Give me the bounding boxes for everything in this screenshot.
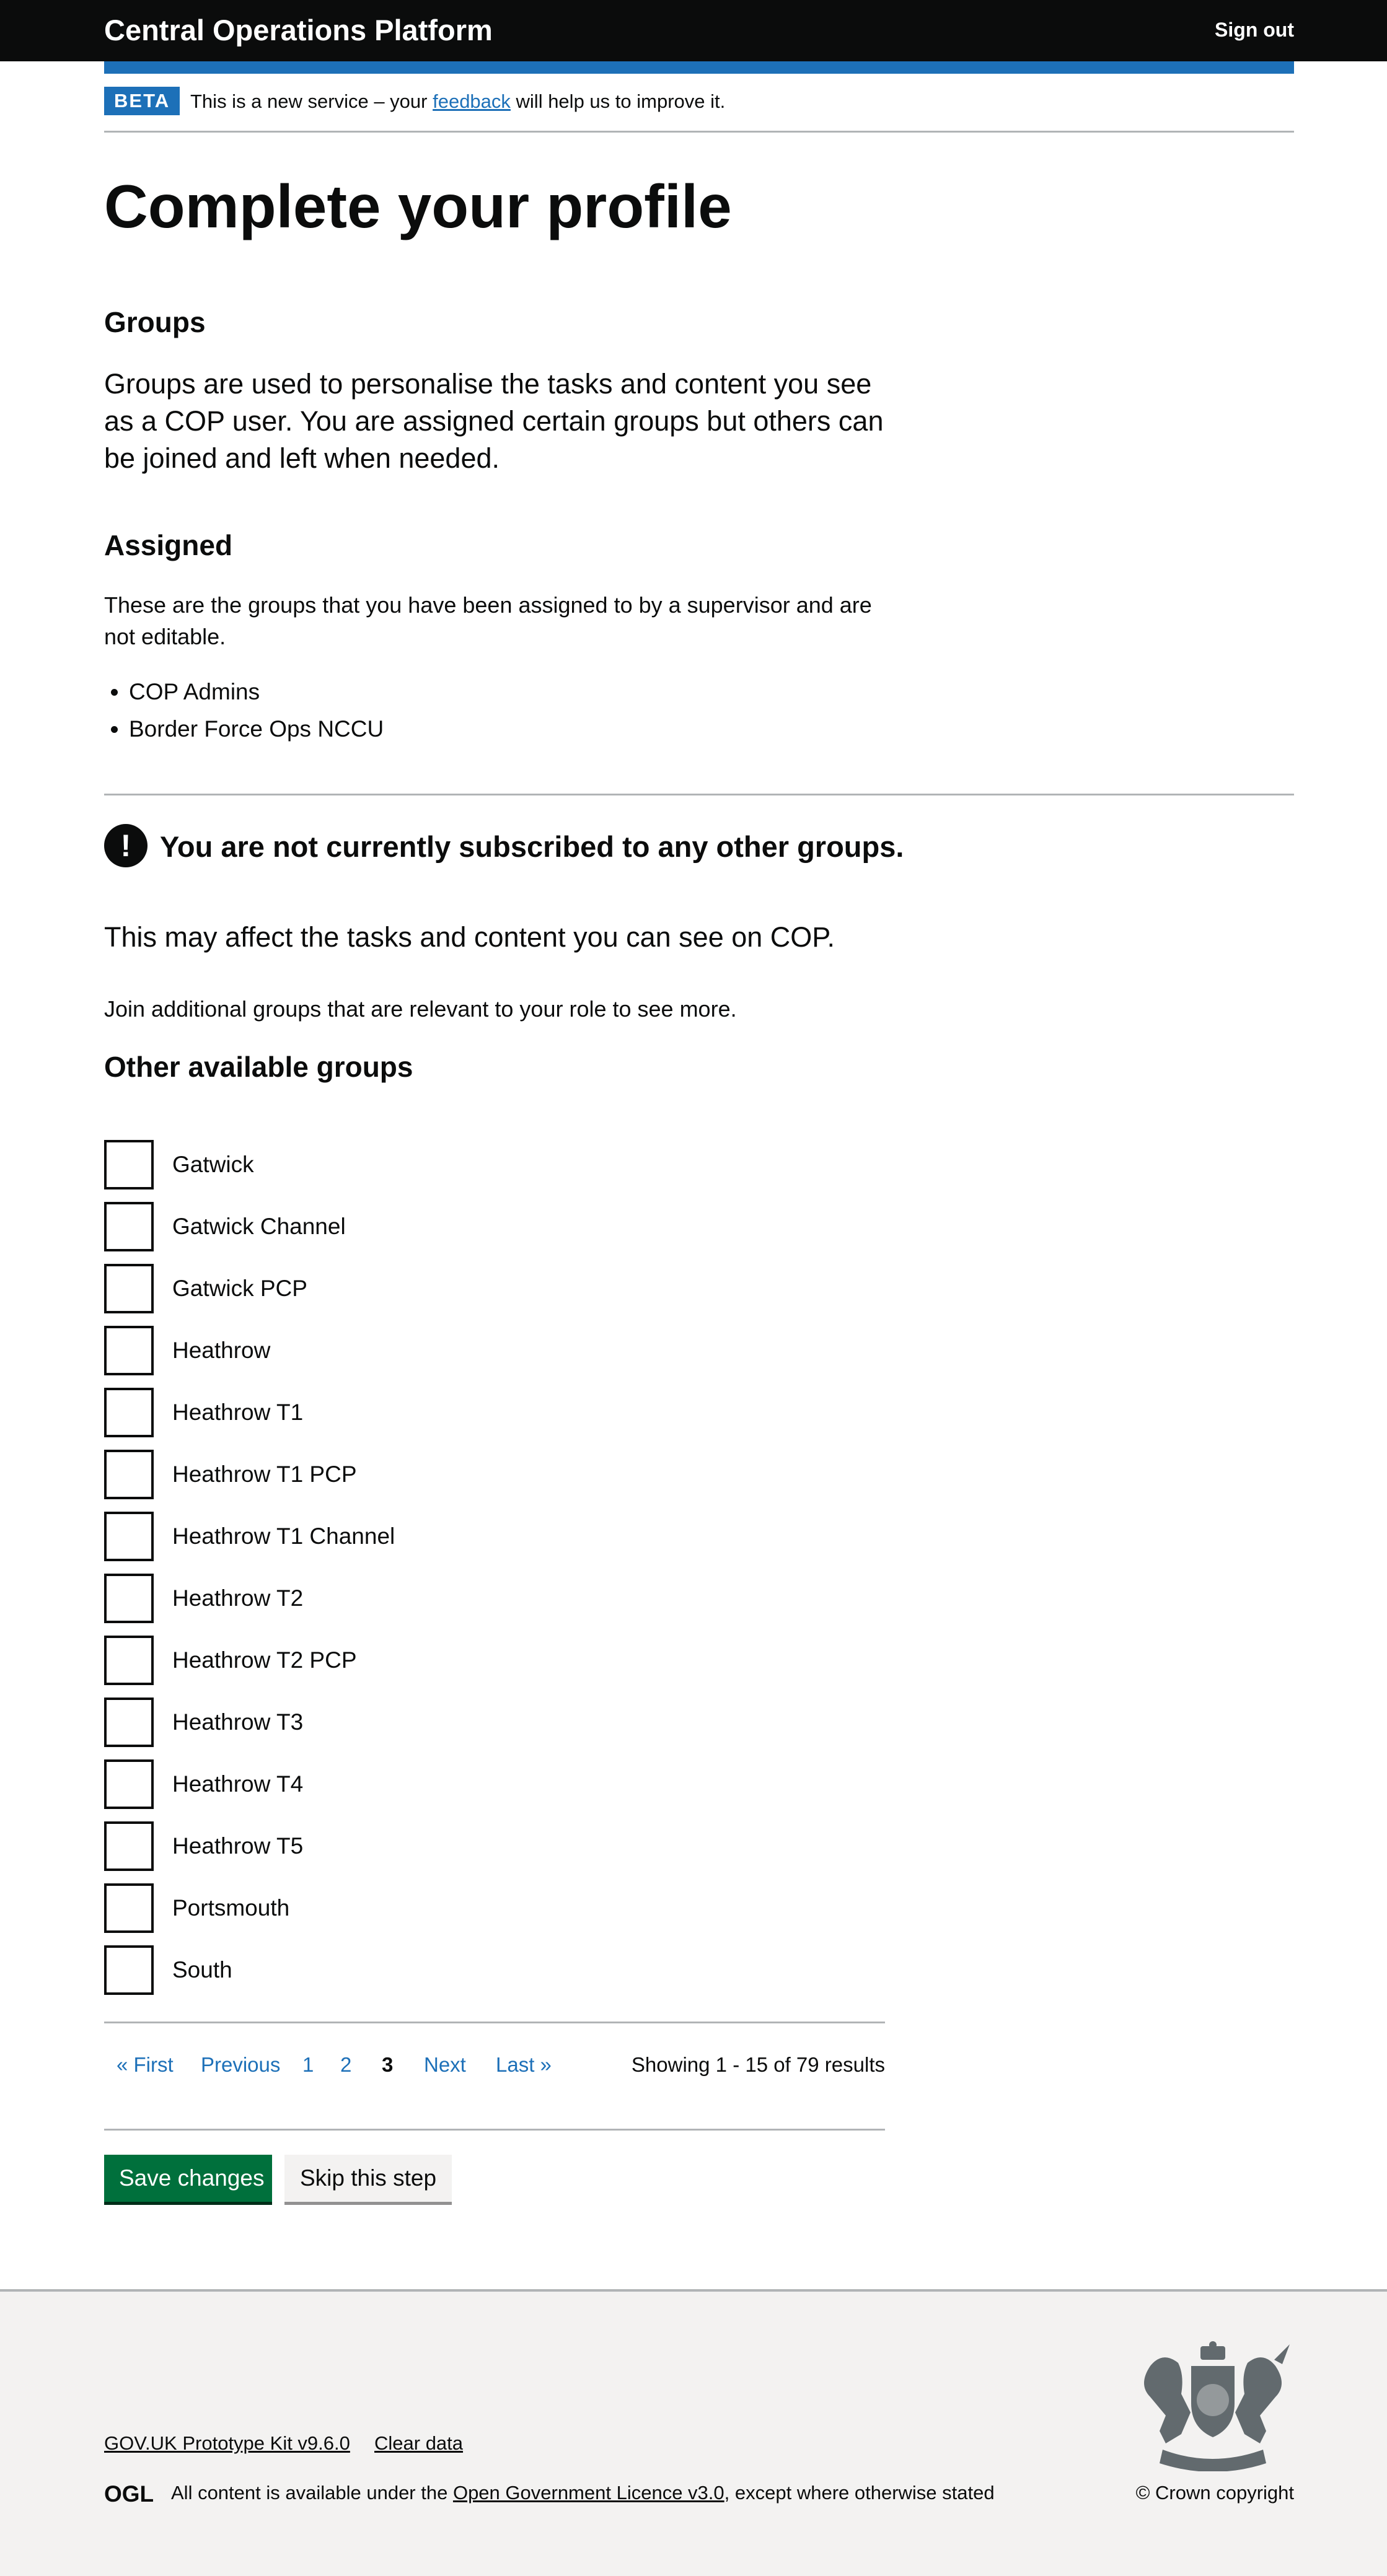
checkbox-label[interactable]: Heathrow <box>172 1338 271 1363</box>
pagination-summary: Showing 1 - 15 of 79 results <box>631 2053 885 2076</box>
checkbox-label[interactable]: Heathrow T2 PCP <box>172 1647 357 1673</box>
pagination-page-link[interactable]: 2 <box>340 2053 352 2076</box>
open-government-licence-link[interactable]: Open Government Licence v3.0 <box>452 2482 724 2504</box>
checkbox-input[interactable] <box>104 1636 154 1685</box>
checkbox-label[interactable]: Gatwick PCP <box>172 1276 307 1301</box>
pagination-bottom-rule <box>104 2129 885 2131</box>
phase-banner-text <box>190 90 725 113</box>
ogl-logo-icon <box>104 2482 156 2505</box>
checkbox-input[interactable] <box>104 1388 154 1437</box>
pagination-page-link[interactable]: 1 <box>302 2053 314 2076</box>
site-header <box>0 0 1387 61</box>
pagination-previous-link[interactable]: Previous <box>201 2053 281 2076</box>
checkbox-label[interactable]: South <box>172 1957 232 1982</box>
pagination-next-link[interactable]: Next <box>424 2053 466 2076</box>
checkbox-input[interactable] <box>104 1512 154 1561</box>
page-title: Complete your profile <box>104 172 732 240</box>
royal-coat-of-arms-icon[interactable] <box>1132 2341 1294 2471</box>
licence-text-after: , except where otherwise stated <box>724 2482 995 2504</box>
licence-text-before: All content is available under the <box>171 2482 453 2504</box>
checkbox-label[interactable]: Gatwick <box>172 1152 254 1177</box>
phase-text-after: will help us to improve it. <box>510 90 726 112</box>
checkbox-input[interactable] <box>104 1264 154 1313</box>
warning-message: You are not currently subscribed to any other groups. <box>160 830 904 863</box>
assigned-group-item: • COP Admins <box>129 673 384 711</box>
pagination <box>104 2048 885 2085</box>
assigned-heading: Assigned <box>104 529 233 561</box>
groups-description: Groups are used to personalise the tasks and content you see as a COP user. You are assigned certain groups but others can be joined and left when needed. <box>104 368 884 474</box>
skip-step-button[interactable]: Skip this step <box>284 2155 452 2202</box>
exclamation-icon: ! <box>104 824 148 867</box>
checkbox-input[interactable] <box>104 1759 154 1809</box>
info-body: Join additional groups that are relevant to your role to see more. <box>104 996 737 1022</box>
sign-out-link[interactable]: Sign out <box>1215 19 1294 41</box>
checkbox-input[interactable] <box>104 1883 154 1933</box>
checkbox-label[interactable]: Portsmouth <box>172 1895 290 1921</box>
checkbox-label[interactable]: Heathrow T5 <box>172 1833 304 1859</box>
checkbox-input[interactable] <box>104 1945 154 1995</box>
ogl-logo-text: OGL <box>104 2482 154 2505</box>
checkbox-label[interactable]: Gatwick Channel <box>172 1214 346 1239</box>
section-divider <box>104 794 1294 795</box>
licence-text <box>171 2481 995 2505</box>
checkbox-label[interactable]: Heathrow T2 <box>172 1585 304 1611</box>
assigned-groups-list <box>104 673 384 748</box>
crown-copyright-text: © Crown copyright <box>1135 2482 1294 2504</box>
service-name-link[interactable]: Central Operations Platform <box>104 14 493 46</box>
checkbox-input[interactable] <box>104 1326 154 1375</box>
pagination-top-rule <box>104 2022 885 2023</box>
beta-tag: BETA <box>104 87 180 115</box>
phase-banner <box>104 84 1294 133</box>
header-blue-bar <box>104 61 1294 74</box>
checkbox-input[interactable] <box>104 1140 154 1189</box>
checkbox-input[interactable] <box>104 1202 154 1251</box>
site-footer <box>0 2289 1387 2576</box>
other-groups-heading: Other available groups <box>104 1051 413 1083</box>
phase-text-before: This is a new service – your <box>190 90 433 112</box>
checkbox-label[interactable]: Heathrow T1 <box>172 1400 304 1425</box>
pagination-current-page: 3 <box>382 2053 394 2076</box>
feedback-link[interactable]: feedback <box>433 90 511 112</box>
checkbox-input[interactable] <box>104 1698 154 1747</box>
assigned-group-item: • Border Force Ops NCCU <box>129 711 384 748</box>
checkbox-input[interactable] <box>104 1450 154 1499</box>
checkbox-input[interactable] <box>104 1574 154 1623</box>
checkbox-label[interactable]: Heathrow T4 <box>172 1771 304 1797</box>
clear-data-link[interactable]: Clear data <box>374 2432 464 2454</box>
pagination-last-link[interactable]: Last » <box>496 2053 552 2076</box>
save-changes-button[interactable]: Save changes <box>104 2155 272 2202</box>
checkbox-label[interactable]: Heathrow T1 Channel <box>172 1523 395 1549</box>
pagination-first-link[interactable]: « First <box>117 2053 174 2076</box>
checkbox-label[interactable]: Heathrow T1 PCP <box>172 1461 357 1487</box>
prototype-kit-link[interactable]: GOV.UK Prototype Kit v9.6.0 <box>104 2432 350 2454</box>
assigned-description: These are the groups that you have been assigned to by a supervisor and are not editable. <box>104 592 872 649</box>
info-lead: This may affect the tasks and content you can see on COP. <box>104 921 835 953</box>
groups-heading: Groups <box>104 306 206 338</box>
checkbox-input[interactable] <box>104 1821 154 1871</box>
checkbox-label[interactable]: Heathrow T3 <box>172 1709 304 1735</box>
